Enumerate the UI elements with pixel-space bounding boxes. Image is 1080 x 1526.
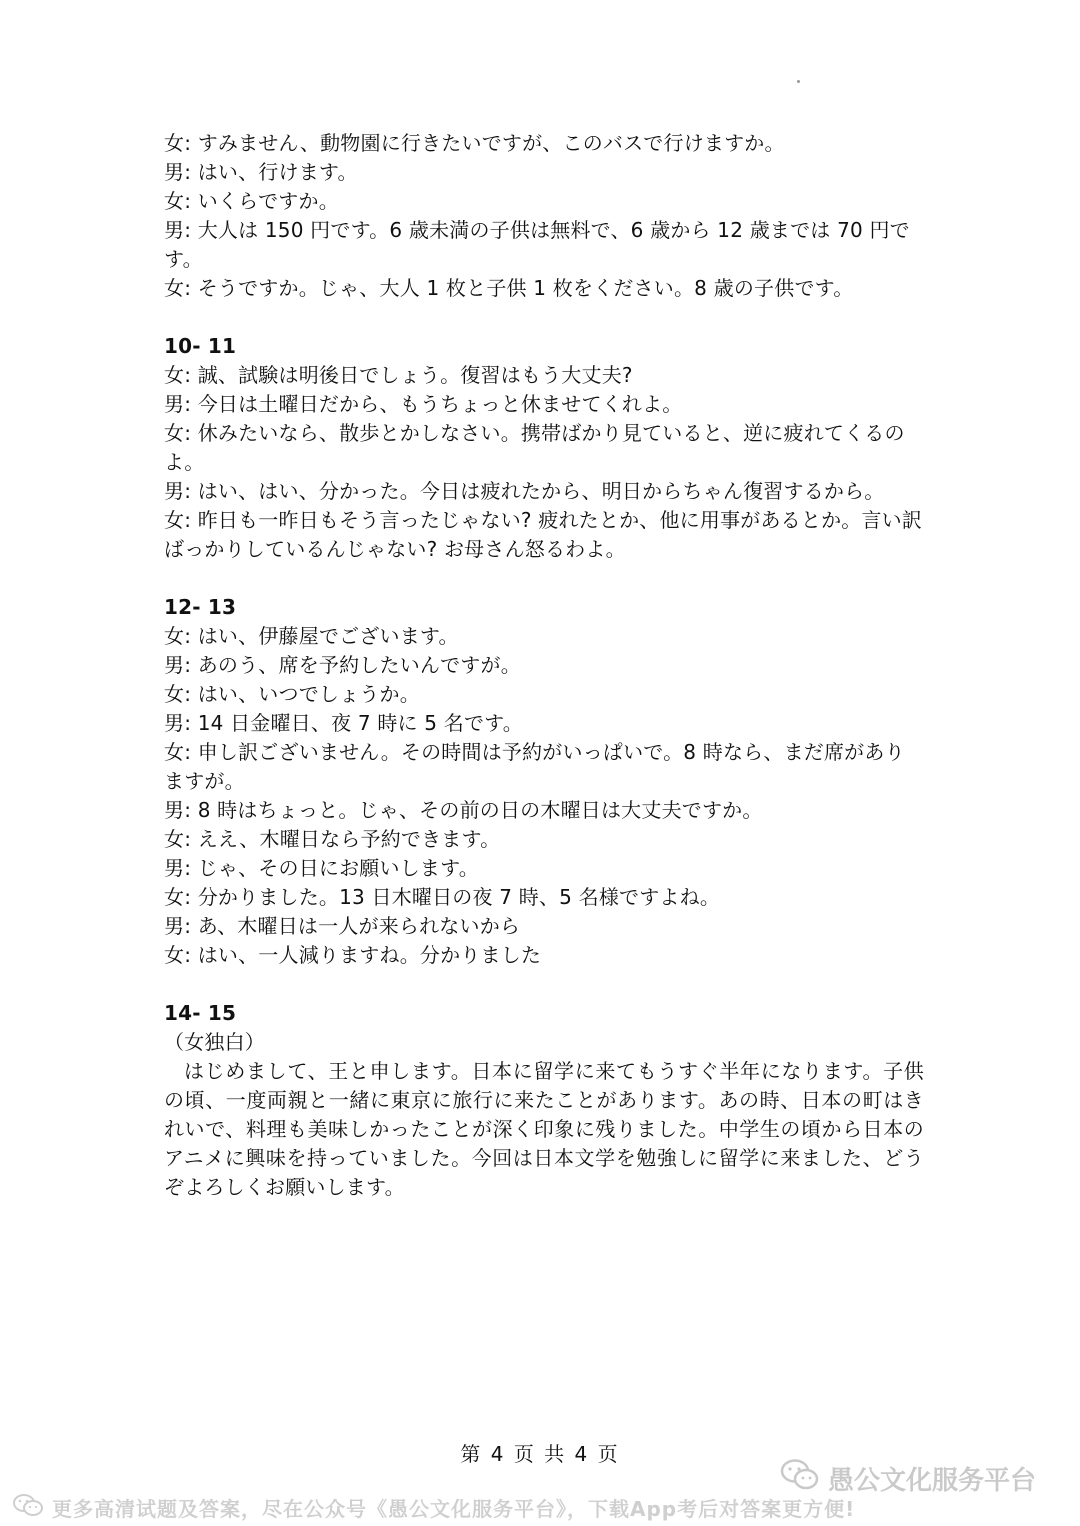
dialogue-line: 女: 申し訳ございません。その時間は予約がいっぱいで。8 時なら、まだ席がありますが。	[164, 740, 905, 793]
monologue-paragraph: はじめまして、王と申します。日本に留学に来てもうすぐ半年になります。子供の頃、一度両親と一緒に東京に旅行に来たことがあります。あの時、日本の町はきれいで、料理も美味しかったことが深く印象に残りました。中学生の頃から日本のアニメに興味を持っていました。今回は日本文学を勉強しに留学に来ました、どうぞよろしくお願いします。	[164, 1059, 924, 1199]
dialogue-section-1	[164, 129, 924, 303]
dialogue-line: 男: 大人は 150 円です。6 歳未満の子供は無料で、6 歳から 12 歳までは 70 円です。	[164, 218, 910, 271]
wechat-icon	[12, 1493, 44, 1522]
footer-ad-text: 更多高清试题及答案，尽在公众号《愚公文化服务平台》，下载App考后对答案更方便!	[52, 1496, 856, 1521]
dialogue-line: 女: すみません、動物園に行きたいですが、このバスで行けますか。	[164, 131, 785, 155]
monologue-section-14-15	[164, 999, 924, 1202]
dialogue-section-12-13	[164, 593, 924, 970]
dialogue-line: 女: はい、いつでしょうか。	[164, 682, 420, 706]
section-subtitle: （女独白）	[164, 1030, 265, 1054]
dialogue-line: 女: はい、一人減りますね。分かりました	[164, 943, 542, 967]
dialogue-line: 男: じゃ、その日にお願いします。	[164, 856, 479, 880]
dialogue-line: 男: はい、はい、分かった。今日は疲れたから、明日からちゃん復習するから。	[164, 479, 885, 503]
footer-ad-banner	[12, 1492, 1072, 1522]
dialogue-line: 女: そうですか。じゃ、大人 1 枚と子供 1 枚をください。8 歳の子供です。	[164, 276, 854, 300]
dialogue-line: 女: 分かりました。13 日木曜日の夜 7 時、5 名様ですよね。	[164, 885, 721, 909]
dialogue-line: 男: 14 日金曜日、夜 7 時に 5 名です。	[164, 711, 523, 735]
dialogue-line: 男: 今日は土曜日だから、もうちょっと休ませてくれよ。	[164, 392, 683, 416]
page-content	[164, 129, 924, 1202]
dialogue-line: 女: いくらですか。	[164, 189, 339, 213]
scan-speck	[797, 80, 800, 83]
dialogue-line: 女: 休みたいなら、散歩とかしなさい。携帯ばかり見ていると、逆に疲れてくるのよ。	[164, 421, 905, 474]
section-title: 14- 15	[164, 1001, 237, 1025]
dialogue-line: 男: はい、行けます。	[164, 160, 358, 184]
watermark-brand	[780, 1460, 1036, 1496]
dialogue-line: 男: あのう、席を予約したいんですが。	[164, 653, 521, 677]
section-title: 10- 11	[164, 334, 237, 358]
dialogue-section-10-11	[164, 332, 924, 564]
dialogue-line: 女: 昨日も一昨日もそう言ったじゃない? 疲れたとか、他に用事があるとか。言い訳ばっかりしているんじゃない? お母さん怒るわよ。	[164, 508, 923, 561]
dialogue-line: 男: あ、木曜日は一人が来られないから	[164, 914, 521, 938]
dialogue-line: 女: はい、伊藤屋でございます。	[164, 624, 459, 648]
dialogue-line: 女: 誠、試験は明後日でしょう。復習はもう大丈夫?	[164, 363, 633, 387]
dialogue-line: 女: ええ、木曜日なら予約できます。	[164, 827, 501, 851]
page-number: 第 4 页 共 4 页	[460, 1442, 620, 1466]
brand-name: 愚公文化服务平台	[828, 1465, 1037, 1496]
dialogue-line: 男: 8 時はちょっと。じゃ、その前の日の木曜日は大丈夫ですか。	[164, 798, 763, 822]
section-title: 12- 13	[164, 595, 237, 619]
